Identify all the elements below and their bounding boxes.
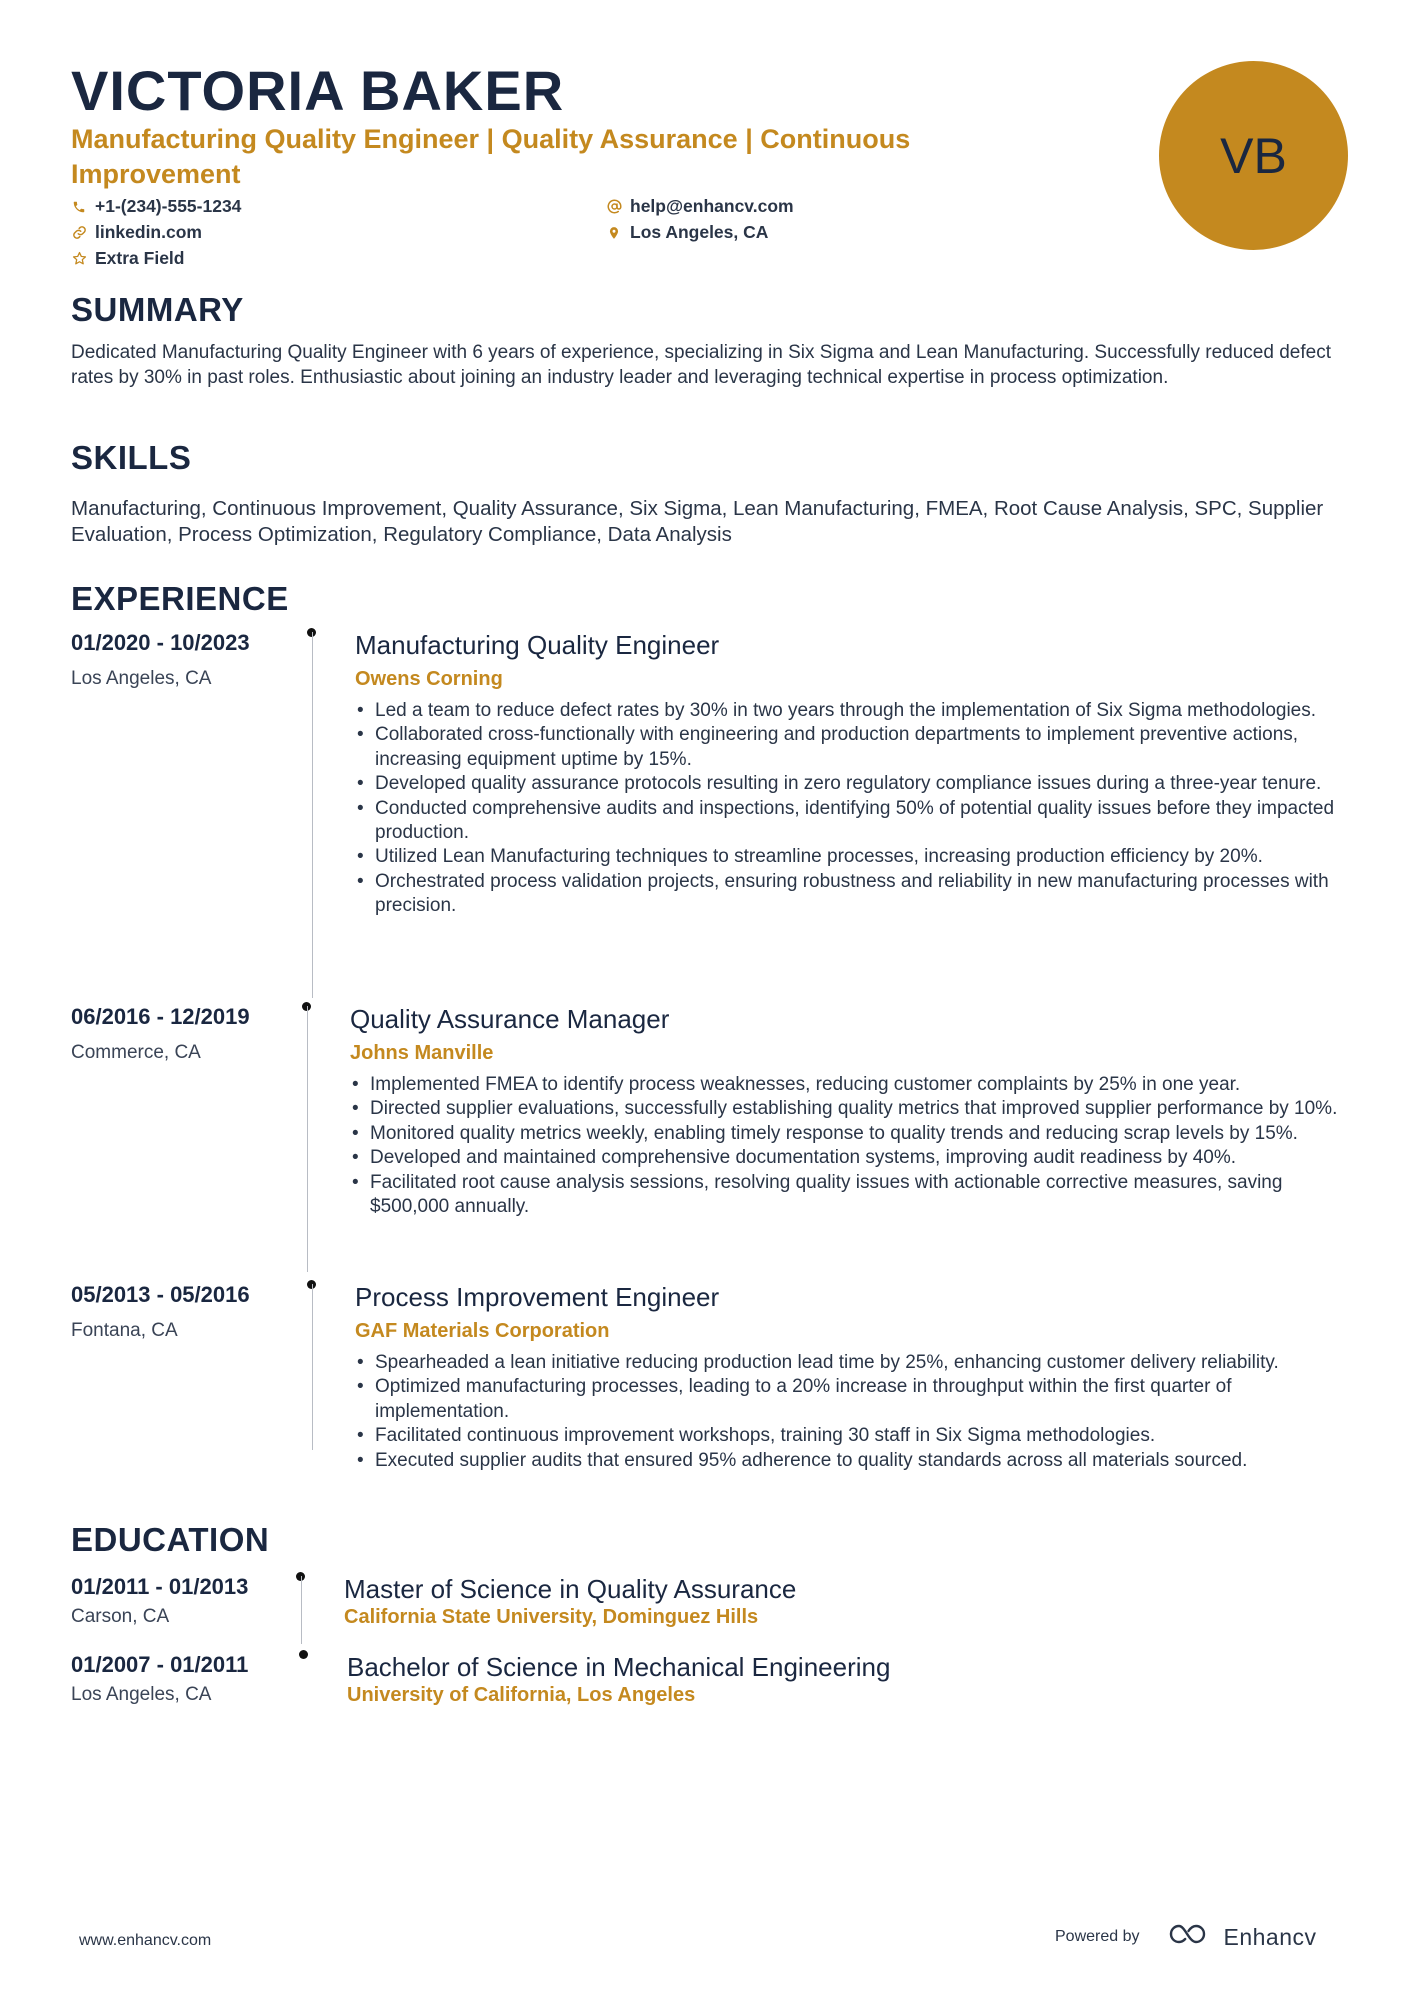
powered-by-text: Powered by — [1055, 1928, 1140, 1945]
timeline-line — [312, 1284, 313, 1450]
map-pin-icon — [606, 225, 622, 241]
education-location: Carson, CA — [71, 1606, 170, 1627]
experience-company: Owens Corning — [355, 668, 503, 690]
education-dates: 01/2011 - 01/2013 — [71, 1574, 249, 1599]
experience-location: Los Angeles, CA — [71, 668, 212, 689]
link-icon — [71, 225, 87, 241]
education-location: Los Angeles, CA — [71, 1684, 212, 1705]
experience-entry — [71, 1282, 1351, 1492]
contact-extra-text: Extra Field — [95, 248, 185, 268]
candidate-headline: Manufacturing Quality Engineer | Quality Assurance | Continuous Improvement — [71, 124, 911, 189]
experience-bullets — [350, 1073, 1350, 1219]
contact-linkedin[interactable] — [71, 222, 202, 243]
list-item: • Led a team to reduce defect rates by 30% in two years through the implementation of Six Sigma methodologies. — [355, 699, 1355, 723]
education-school: California State University, Dominguez Hills — [344, 1606, 759, 1628]
education-degree: Master of Science in Quality Assurance — [344, 1574, 797, 1604]
timeline-line — [301, 1576, 302, 1644]
candidate-name: VICTORIA BAKER — [71, 59, 565, 122]
experience-dates: 01/2020 - 10/2023 — [71, 630, 250, 655]
list-item: • Developed quality assurance protocols resulting in zero regulatory compliance issues during a three-year tenure. — [355, 772, 1355, 796]
education-school: University of California, Los Angeles — [347, 1684, 696, 1706]
list-item: • Optimized manufacturing processes, leading to a 20% increase in throughput within the first quarter of implementation. — [355, 1375, 1355, 1424]
experience-location: Commerce, CA — [71, 1042, 201, 1063]
experience-dates: 06/2016 - 12/2019 — [71, 1004, 250, 1029]
at-sign-icon — [606, 199, 622, 215]
experience-company: Johns Manville — [350, 1042, 494, 1064]
timeline-line — [312, 632, 313, 998]
timeline-dot — [299, 1650, 308, 1659]
list-item: • Monitored quality metrics weekly, enabling timely response to quality trends and reducing scrap levels by 15%. — [350, 1122, 1350, 1146]
phone-icon — [71, 199, 87, 215]
list-item: • Developed and maintained comprehensive documentation systems, improving audit readiness by 40%. — [350, 1146, 1350, 1170]
experience-dates: 05/2013 - 05/2016 — [71, 1282, 250, 1307]
timeline-line — [307, 1006, 308, 1272]
infinity-logo-icon — [1168, 1922, 1214, 1952]
footer-branding — [1055, 1922, 1317, 1952]
skills-text: Manufacturing, Continuous Improvement, Quality Assurance, Six Sigma, Lean Manufacturing, FMEA, Root Cause Analysis, SPC, Supplier Evaluation, Process Optimization, Regulatory Compliance, Data Analysis — [71, 497, 1324, 546]
experience-bullets — [355, 1351, 1355, 1473]
education-dates: 01/2007 - 01/2011 — [71, 1652, 249, 1677]
list-item: • Implemented FMEA to identify process weaknesses, reducing customer complaints by 25% in one year. — [350, 1073, 1350, 1097]
experience-entry — [71, 1004, 1351, 1274]
contact-location-text: Los Angeles, CA — [630, 222, 769, 242]
experience-role: Process Improvement Engineer — [355, 1282, 720, 1312]
list-item: • Orchestrated process validation projects, ensuring robustness and reliability in new manufacturing processes with precision. — [355, 870, 1355, 919]
contact-email-text: help@enhancv.com — [630, 196, 794, 216]
contact-linkedin-text: linkedin.com — [95, 222, 202, 242]
avatar-initials: VB — [1220, 127, 1287, 184]
brand-name: Enhancv — [1223, 1923, 1317, 1950]
experience-location: Fontana, CA — [71, 1320, 178, 1341]
star-icon — [71, 251, 87, 267]
enhancv-logo[interactable] — [1168, 1922, 1317, 1952]
education-entry — [71, 1574, 1351, 1644]
list-item: • Collaborated cross-functionally with engineering and production departments to implement preventive actions, increasing equipment uptime by 15%. — [355, 723, 1355, 772]
avatar — [1159, 61, 1348, 250]
list-item: • Facilitated continuous improvement workshops, training 30 staff in Six Sigma methodologies. — [355, 1424, 1355, 1448]
experience-entry — [71, 630, 1351, 1000]
experience-bullets — [355, 699, 1355, 919]
summary-title: SUMMARY — [71, 291, 244, 328]
list-item: • Conducted comprehensive audits and inspections, identifying 50% of potential quality issues before they impacted production. — [355, 797, 1355, 846]
experience-title: EXPERIENCE — [71, 580, 289, 617]
education-title: EDUCATION — [71, 1521, 270, 1558]
experience-company: GAF Materials Corporation — [355, 1320, 610, 1342]
list-item: • Executed supplier audits that ensured 95% adherence to quality standards across all materials sourced. — [355, 1449, 1355, 1473]
education-degree: Bachelor of Science in Mechanical Engineering — [347, 1652, 891, 1682]
contact-extra — [71, 248, 184, 269]
list-item: • Utilized Lean Manufacturing techniques to streamline processes, increasing production efficiency by 20%. — [355, 845, 1355, 869]
education-entry — [71, 1652, 1351, 1722]
summary-text: Dedicated Manufacturing Quality Engineer with 6 years of experience, specializing in Six Sigma and Lean Manufacturing. Successfully reduced defect rates by 30% in past roles. Enthusiastic about joining an industry leader and leveraging technical expertise in process optimization. — [71, 342, 1331, 388]
footer-website[interactable]: www.enhancv.com — [79, 1932, 212, 1949]
contact-phone[interactable] — [71, 196, 241, 217]
experience-role: Quality Assurance Manager — [350, 1004, 670, 1034]
experience-role: Manufacturing Quality Engineer — [355, 630, 720, 660]
list-item: • Directed supplier evaluations, successfully establishing quality metrics that improved supplier performance by 10%. — [350, 1097, 1350, 1121]
contact-email[interactable] — [606, 196, 794, 217]
skills-title: SKILLS — [71, 439, 192, 476]
list-item: • Facilitated root cause analysis sessions, resolving quality issues with actionable corrective measures, saving $500,000 annually. — [350, 1171, 1350, 1220]
list-item: • Spearheaded a lean initiative reducing production lead time by 25%, enhancing customer delivery reliability. — [355, 1351, 1355, 1375]
contact-location — [606, 222, 768, 243]
contact-phone-text: +1-(234)-555-1234 — [95, 196, 242, 216]
